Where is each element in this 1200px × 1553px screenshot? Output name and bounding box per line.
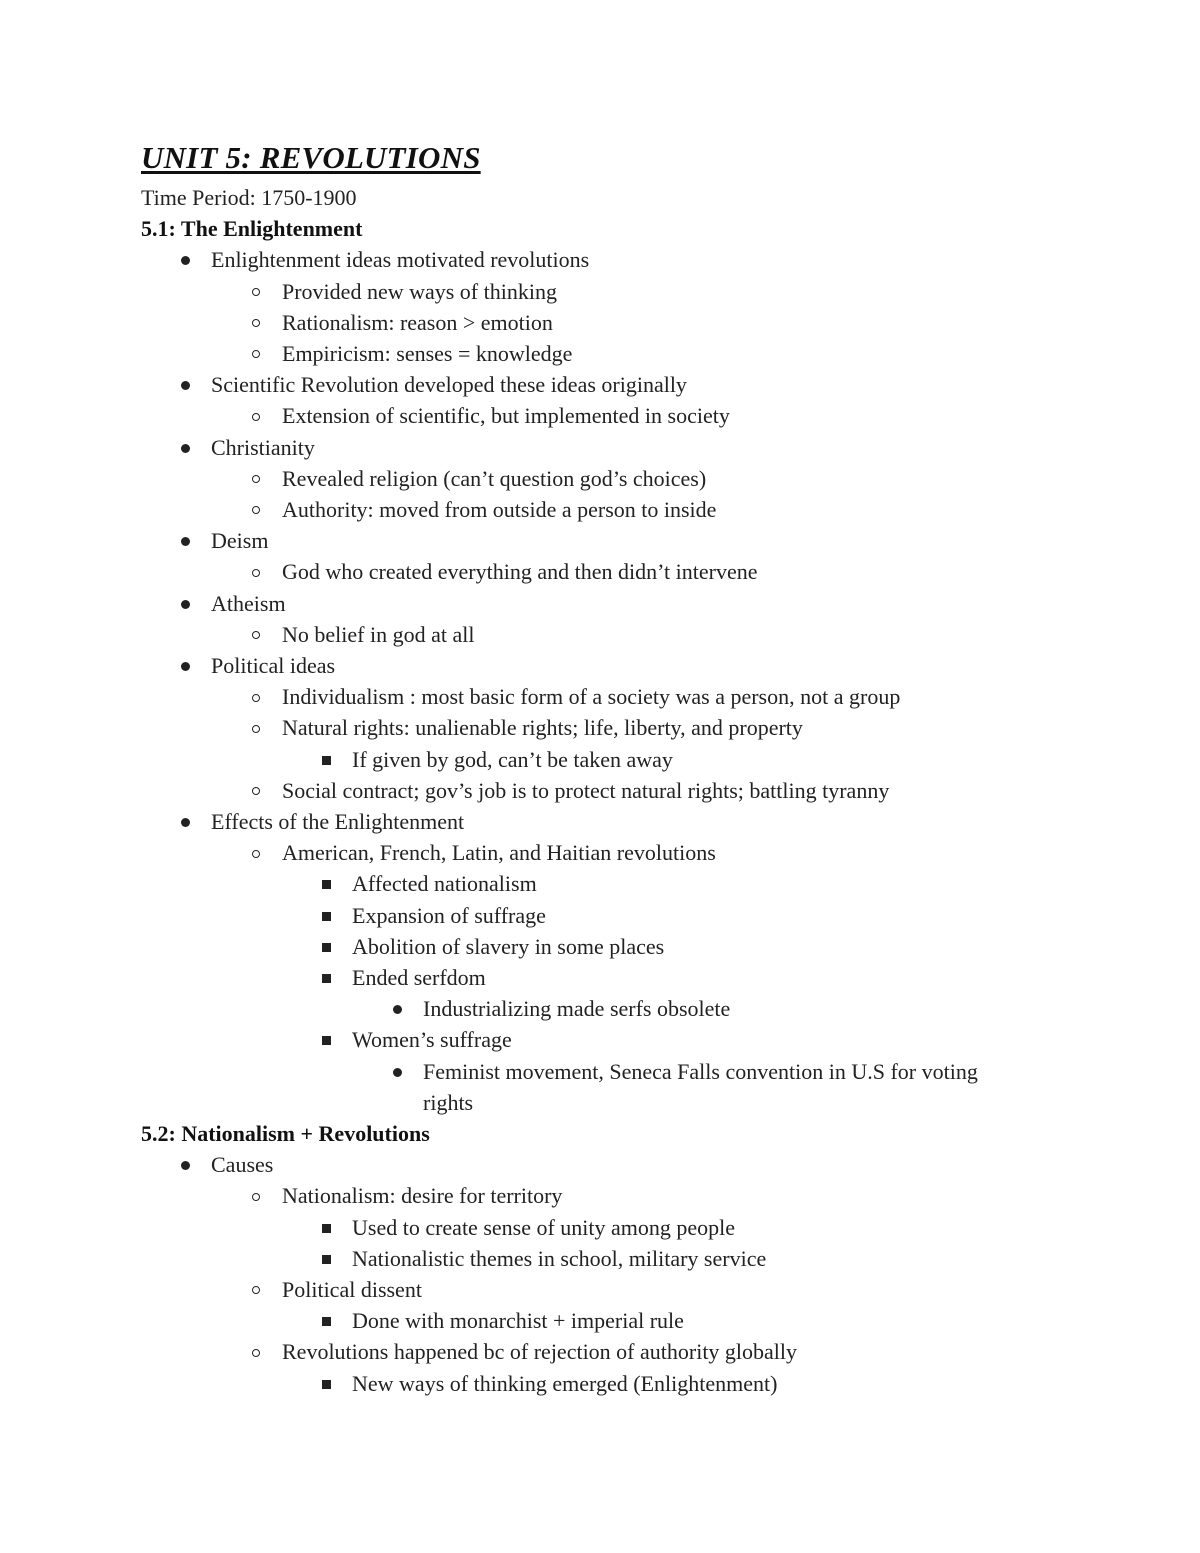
list-item-text: Enlightenment ideas motivated revolutions [211, 247, 590, 273]
list-item [0, 1305, 1200, 1336]
list-item-text: Atheism [211, 590, 286, 616]
square-bullet-icon [314, 1368, 338, 1399]
list-item-text: Used to create sense of unity among people [352, 1214, 736, 1240]
list-item-text: Revolutions happened bc of rejection of authority globally [282, 1339, 798, 1365]
bullet-icon [385, 1056, 409, 1087]
list-item-text: Authority: moved from outside a person to inside [282, 497, 717, 522]
list-item-text: Women’s suffrage [352, 1027, 512, 1053]
circle-bullet-icon-glyph [252, 413, 260, 421]
bullet-icon [173, 244, 197, 275]
list-item [0, 993, 1200, 1024]
square-bullet-icon-glyph [322, 1036, 331, 1045]
circle-bullet-icon-glyph [252, 288, 260, 296]
circle-bullet-icon-glyph [252, 850, 260, 858]
square-bullet-icon-glyph [322, 756, 331, 765]
list-item [0, 1274, 1200, 1305]
list-item-text: Ended serfdom [352, 965, 486, 990]
list-item-text: Political ideas [211, 653, 336, 678]
square-bullet-icon-glyph [322, 912, 331, 921]
list-item [0, 619, 1200, 650]
circle-bullet-icon [244, 1336, 268, 1367]
bullet-icon-glyph [181, 444, 190, 453]
list-item [0, 1056, 1200, 1087]
circle-bullet-icon [244, 619, 268, 650]
list-item [0, 369, 1200, 400]
bullet-icon-glyph [181, 818, 190, 827]
list-item-text: Christianity [211, 434, 315, 460]
list-item [0, 1149, 1200, 1180]
time-period-text: Time Period: 1750-1900 [141, 185, 357, 210]
circle-bullet-icon [244, 837, 268, 868]
list-item [0, 307, 1200, 338]
square-bullet-icon [314, 868, 338, 899]
list-item-text: God who created everything and then didn’t intervene [282, 559, 758, 585]
square-bullet-icon [314, 900, 338, 931]
list-item [0, 244, 1200, 275]
list-item-text: American, French, Latin, and Haitian revolutions [282, 840, 716, 866]
circle-bullet-icon [244, 775, 268, 806]
list-item [0, 276, 1200, 307]
circle-bullet-icon [244, 494, 268, 525]
circle-bullet-icon-glyph [252, 350, 260, 358]
list-item-text: Individualism : most basic form of a society was a person, not a group [282, 684, 901, 710]
circle-bullet-icon [244, 556, 268, 587]
circle-bullet-icon-glyph [252, 787, 260, 795]
list-item [0, 1243, 1200, 1274]
list-item [0, 650, 1200, 681]
list-item-text: Industrializing made serfs obsolete [423, 996, 731, 1022]
circle-bullet-icon [244, 276, 268, 307]
bullet-icon [173, 369, 197, 400]
list-item-text: New ways of thinking emerged (Enlightenment) [352, 1370, 778, 1396]
list-item [0, 1087, 1200, 1118]
square-bullet-icon-glyph [322, 1380, 331, 1389]
square-bullet-icon-glyph [322, 1317, 331, 1326]
list-item [0, 868, 1200, 899]
list-item [0, 1180, 1200, 1211]
bullet-icon [173, 650, 197, 681]
bullet-icon [173, 588, 197, 619]
list-item-text: Causes [211, 1152, 274, 1178]
list-item-text: Extension of scientific, but implemented in society [282, 403, 730, 429]
square-bullet-icon [314, 962, 338, 993]
bullet-icon [385, 993, 409, 1024]
circle-bullet-icon [244, 463, 268, 494]
list-item-text: Natural rights: unalienable rights; life, liberty, and property [282, 715, 803, 741]
bullet-icon [173, 432, 197, 463]
list-item [0, 1212, 1200, 1243]
list-item [0, 1336, 1200, 1367]
square-bullet-icon [314, 1024, 338, 1055]
list-item-text: Nationalism: desire for territory [282, 1183, 563, 1209]
list-item [0, 806, 1200, 837]
list-item [0, 338, 1200, 369]
circle-bullet-icon [244, 338, 268, 369]
list-item [0, 837, 1200, 868]
circle-bullet-icon-glyph [252, 631, 260, 639]
square-bullet-icon-glyph [322, 1255, 331, 1264]
bullet-icon-glyph [393, 1068, 402, 1077]
list-item [0, 432, 1200, 463]
list-item-text: Deism [211, 528, 269, 554]
square-bullet-icon [314, 1212, 338, 1243]
bullet-icon-glyph [181, 662, 190, 671]
list-item-text: Empiricism: senses = knowledge [282, 341, 573, 366]
circle-bullet-icon-glyph [252, 569, 260, 577]
list-item-text: Done with monarchist + imperial rule [352, 1308, 684, 1334]
bullet-icon [173, 806, 197, 837]
list-item-text: Abolition of slavery in some places [352, 933, 665, 959]
list-item-text: If given by god, can’t be taken away [352, 746, 673, 772]
circle-bullet-icon [244, 307, 268, 338]
section-heading-line [0, 1118, 1200, 1149]
list-item [0, 681, 1200, 712]
list-item-text: Revealed religion (can’t question god’s choices) [282, 465, 707, 491]
list-item [0, 1024, 1200, 1055]
bullet-icon [173, 1149, 197, 1180]
square-bullet-icon-glyph [322, 943, 331, 952]
bullet-icon-glyph [181, 600, 190, 609]
circle-bullet-icon-glyph [252, 319, 260, 327]
bullet-icon [173, 525, 197, 556]
list-item [0, 931, 1200, 962]
square-bullet-icon-glyph [322, 1224, 331, 1233]
circle-bullet-icon-glyph [252, 1193, 260, 1201]
list-item [0, 775, 1200, 806]
bullet-icon-glyph [181, 256, 190, 265]
bullet-icon-glyph [393, 1005, 402, 1014]
square-bullet-icon [314, 744, 338, 775]
time-period-line [0, 182, 1200, 213]
circle-bullet-icon [244, 400, 268, 431]
list-item-text: Expansion of suffrage [352, 902, 546, 928]
list-item-text: Rationalism: reason > emotion [282, 309, 553, 335]
list-item-text: Effects of the Enlightenment [211, 809, 465, 834]
list-item [0, 556, 1200, 587]
list-item [0, 525, 1200, 556]
circle-bullet-icon [244, 1274, 268, 1305]
square-bullet-icon [314, 1305, 338, 1336]
list-item-text: Nationalistic themes in school, military service [352, 1245, 767, 1271]
list-item [0, 744, 1200, 775]
list-item-text: rights [423, 1089, 474, 1115]
list-item [0, 962, 1200, 993]
circle-bullet-icon-glyph [252, 506, 260, 514]
bullet-icon-glyph [181, 381, 190, 390]
square-bullet-icon-glyph [322, 974, 331, 983]
list-item-text: Provided new ways of thinking [282, 278, 557, 304]
list-item [0, 900, 1200, 931]
document-title: UNIT 5: REVOLUTIONS [141, 140, 481, 175]
list-item-text: No belief in god at all [282, 621, 475, 647]
section-heading: 5.2: Nationalism + Revolutions [141, 1121, 430, 1146]
list-item-text: Feminist movement, Seneca Falls convention in U.S for voting [423, 1058, 978, 1084]
list-item [0, 1368, 1200, 1399]
list-item-text: Social contract; gov’s job is to protect natural rights; battling tyranny [282, 777, 890, 803]
list-item [0, 588, 1200, 619]
circle-bullet-icon-glyph [252, 475, 260, 483]
circle-bullet-icon-glyph [252, 694, 260, 702]
list-item [0, 712, 1200, 743]
bullet-icon-glyph [181, 537, 190, 546]
circle-bullet-icon-glyph [252, 1286, 260, 1294]
list-item-text: Scientific Revolution developed these ideas originally [211, 372, 687, 398]
circle-bullet-icon [244, 681, 268, 712]
list-item [0, 400, 1200, 431]
list-item-text: Affected nationalism [352, 871, 537, 897]
circle-bullet-icon [244, 1180, 268, 1211]
list-item [0, 463, 1200, 494]
section-heading-line [0, 213, 1200, 244]
circle-bullet-icon-glyph [252, 725, 260, 733]
list-item [0, 494, 1200, 525]
square-bullet-icon [314, 931, 338, 962]
square-bullet-icon-glyph [322, 880, 331, 889]
bullet-icon-glyph [181, 1161, 190, 1170]
circle-bullet-icon-glyph [252, 1349, 260, 1357]
section-heading: 5.1: The Enlightenment [141, 216, 363, 242]
circle-bullet-icon [244, 712, 268, 743]
list-item-text: Political dissent [282, 1277, 422, 1302]
square-bullet-icon [314, 1243, 338, 1274]
